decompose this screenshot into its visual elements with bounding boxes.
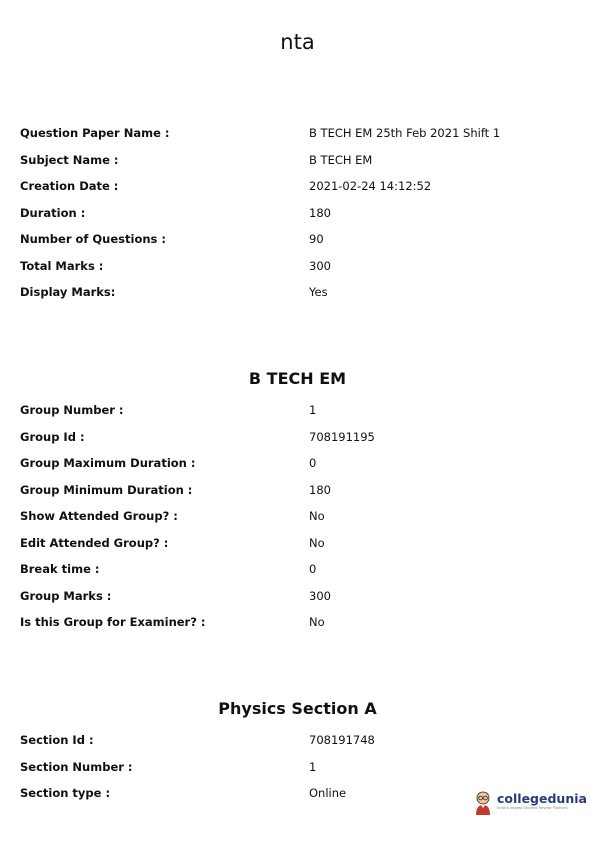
info-row (0, 200, 595, 227)
section-value: 708191748 (309, 733, 375, 748)
info-row (0, 279, 595, 306)
info-label: Subject Name : (20, 152, 119, 167)
group-label: Is this Group for Examiner? : (20, 615, 206, 630)
section-value: Online (309, 786, 347, 801)
info-label: Number of Questions : (20, 232, 166, 247)
group-row (0, 503, 595, 530)
section-label: Section Number : (20, 759, 133, 774)
group-value: 708191195 (309, 429, 375, 444)
student-mascot-icon (472, 789, 494, 815)
info-value: 300 (309, 258, 331, 273)
collegedunia-logo (472, 786, 587, 818)
paper-info-block (0, 120, 595, 306)
group-value: 1 (309, 403, 317, 418)
group-value: 0 (309, 456, 317, 471)
info-value: 90 (309, 232, 324, 247)
info-value: 180 (309, 205, 331, 220)
group-row (0, 530, 595, 557)
paper-info-rows (0, 120, 595, 306)
info-label: Question Paper Name : (20, 126, 170, 141)
group-label: Break time : (20, 562, 100, 577)
section-label: Section Id : (20, 733, 94, 748)
info-label: Duration : (20, 205, 86, 220)
group-row (0, 424, 595, 451)
group-value: 0 (309, 562, 317, 577)
section-row (0, 754, 595, 781)
group-row (0, 583, 595, 610)
section-label: Section type : (20, 786, 111, 801)
group-label: Group Maximum Duration : (20, 456, 196, 471)
group-label: Group Marks : (20, 588, 112, 603)
group-value: No (309, 535, 325, 550)
group-row (0, 477, 595, 504)
info-row (0, 147, 595, 174)
group-label: Edit Attended Group? : (20, 535, 169, 550)
info-row (0, 120, 595, 147)
section-row (0, 727, 595, 754)
info-value: 2021-02-24 14:12:52 (309, 179, 432, 194)
group-label: Show Attended Group? : (20, 509, 178, 524)
group-value: 180 (309, 482, 331, 497)
group-row (0, 450, 595, 477)
info-value: B TECH EM 25th Feb 2021 Shift 1 (309, 126, 501, 141)
group-block (0, 368, 595, 636)
group-heading: B TECH EM (248, 369, 347, 388)
info-value: Yes (309, 285, 328, 300)
group-value: 300 (309, 588, 331, 603)
group-row (0, 556, 595, 583)
info-label: Display Marks: (20, 285, 116, 300)
info-label: Total Marks : (20, 258, 104, 273)
group-row (0, 609, 595, 636)
section-heading: Physics Section A (218, 699, 377, 718)
group-value: No (309, 509, 325, 524)
page-title: nta (280, 30, 315, 54)
info-row (0, 253, 595, 280)
section-value: 1 (309, 759, 317, 774)
group-label: Group Minimum Duration : (20, 482, 193, 497)
group-rows (0, 397, 595, 636)
group-value: No (309, 615, 325, 630)
group-label: Group Id : (20, 429, 85, 444)
group-row (0, 397, 595, 424)
logo-wordmark: collegedunia (497, 790, 587, 806)
info-label: Creation Date : (20, 179, 119, 194)
logo-tagline: India's largest Student Review Platform (497, 806, 568, 811)
info-row (0, 226, 595, 253)
info-row (0, 173, 595, 200)
info-value: B TECH EM (309, 152, 373, 167)
group-label: Group Number : (20, 403, 124, 418)
